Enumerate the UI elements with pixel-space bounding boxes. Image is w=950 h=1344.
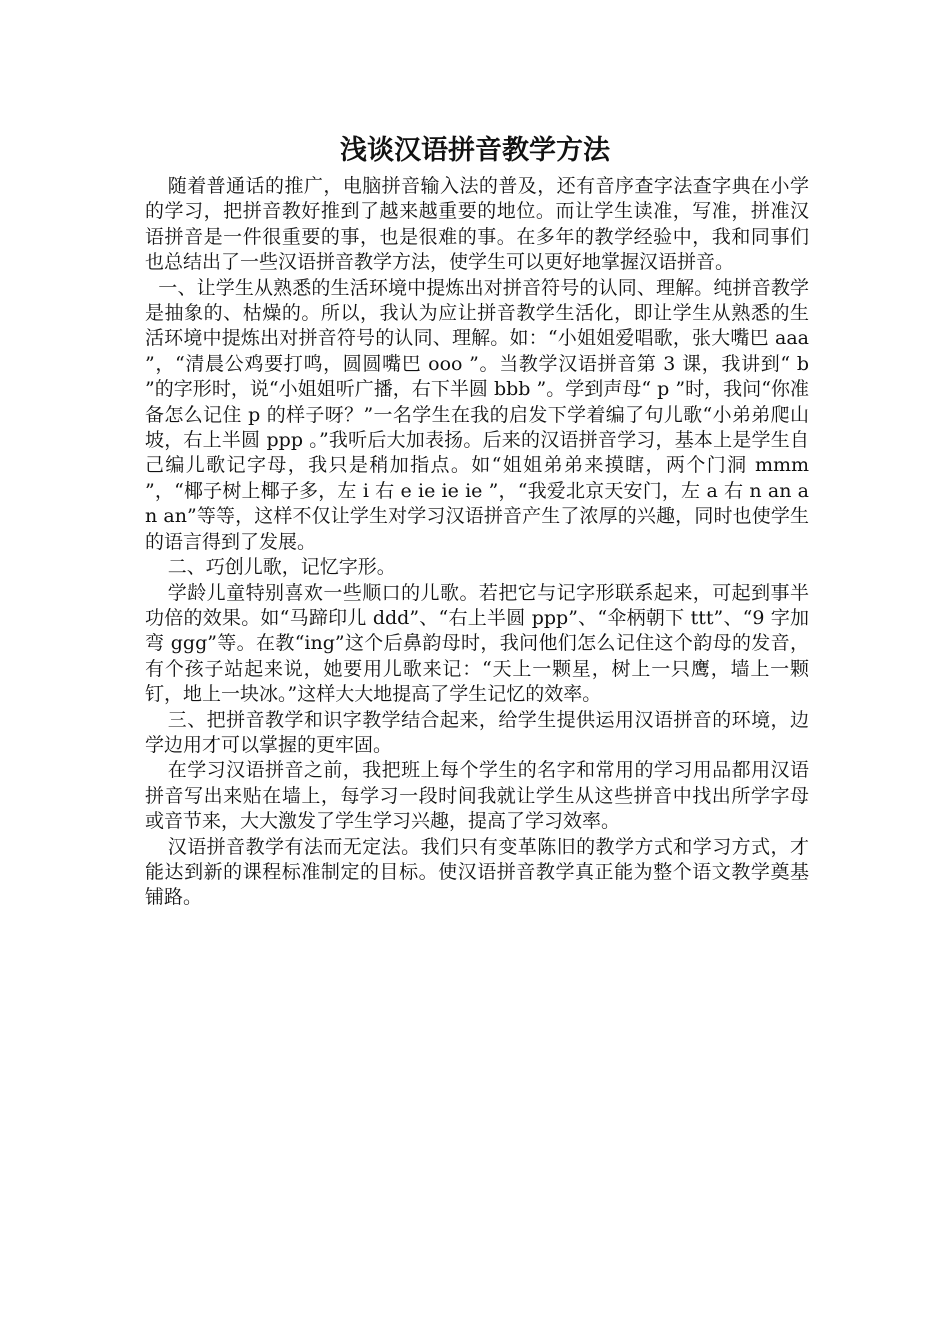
paragraph-section-three-heading: 三、把拼音教学和识字教学结合起来，给学生提供运用汉语拼音的环境，边学边用才可以掌握的更牢固。 <box>145 708 809 756</box>
paragraph-section-three-body: 在学习汉语拼音之前，我把班上每个学生的名字和常用的学习用品都用汉语拼音写出来贴在墙上，每学习一段时间我就让学生从这些拼音中找出所学字母或音节来，大大激发了学生学习兴趣，提高了学习效率。 <box>145 759 809 833</box>
paragraph-conclusion: 汉语拼音教学有法而无定法。我们只有变革陈旧的教学方式和学习方式，才能达到新的课程标准制定的目标。使汉语拼音教学真正能为整个语文教学奠基铺路。 <box>145 835 809 909</box>
paragraph-section-two-body: 学龄儿童特别喜欢一些顺口的儿歌。若把它与记字形联系起来，可起到事半功倍的效果。如“马蹄印儿 ddd”、“右上半圆 ppp”、“伞柄朝下 ttt”、“9 字加弯 ggg”等。在教“ing”这个后鼻韵母时，我问他们怎么记住这个韵母的发音，有个孩子站起来说，她要用儿歌来记：“天上一颗星，树上一只鹰，墙上一颗钉，地上一块冰。”这样大大地提高了学生记忆的效率。 <box>145 581 809 706</box>
paragraph-section-one: 一、让学生从熟悉的生活环境中提炼出对拼音符号的认同、理解。纯拼音教学是抽象的、枯燥的。所以，我认为应让拼音教学生活化，即让学生从熟悉的生活环境中提炼出对拼音符号的认同、理解。如：“小姐姐爱唱歌，张大嘴巴 aaa ”，“清晨公鸡要打鸣，圆圆嘴巴 ooo ”。当教学汉语拼音第 3 课，我讲到“ b ”的字形时，说“小姐姐听广播，右下半圆 bbb ”。学到声母“ p ”时，我问“你准备怎么记住 p 的样子呀？”一名学生在我的启发下学着编了句儿歌“小弟弟爬山坡，右上半圆 ppp 。”我听后大加表扬。后来的汉语拼音学习，基本上是学生自己编儿歌记字母，我只是稍加指点。如“姐姐弟弟来摸瞎，两个门洞 mmm ”，“椰子树上椰子多，左 i 右 e ie ie ie ”，“我爱北京天安门，左 a 右 n an an an”等等，这样不仅让学生对学习汉语拼音产生了浓厚的兴趣，同时也使学生的语言得到了发展。 <box>145 276 809 553</box>
paragraph-section-two-heading: 二、巧创儿歌，记忆字形。 <box>167 556 396 579</box>
document-body <box>145 174 809 911</box>
paragraph-intro: 随着普通话的推广，电脑拼音输入法的普及，还有音序查字法查字典在小学的学习，把拼音教好推到了越来越重要的地位。而让学生读准，写准，拼准汉语拼音是一件很重要的事，也是很难的事。在多年的教学经验中，我和同事们也总结出了一些汉语拼音教学方法，使学生可以更好地掌握汉语拼音。 <box>145 175 809 274</box>
document-title: 浅谈汉语拼音教学方法 <box>340 135 610 166</box>
